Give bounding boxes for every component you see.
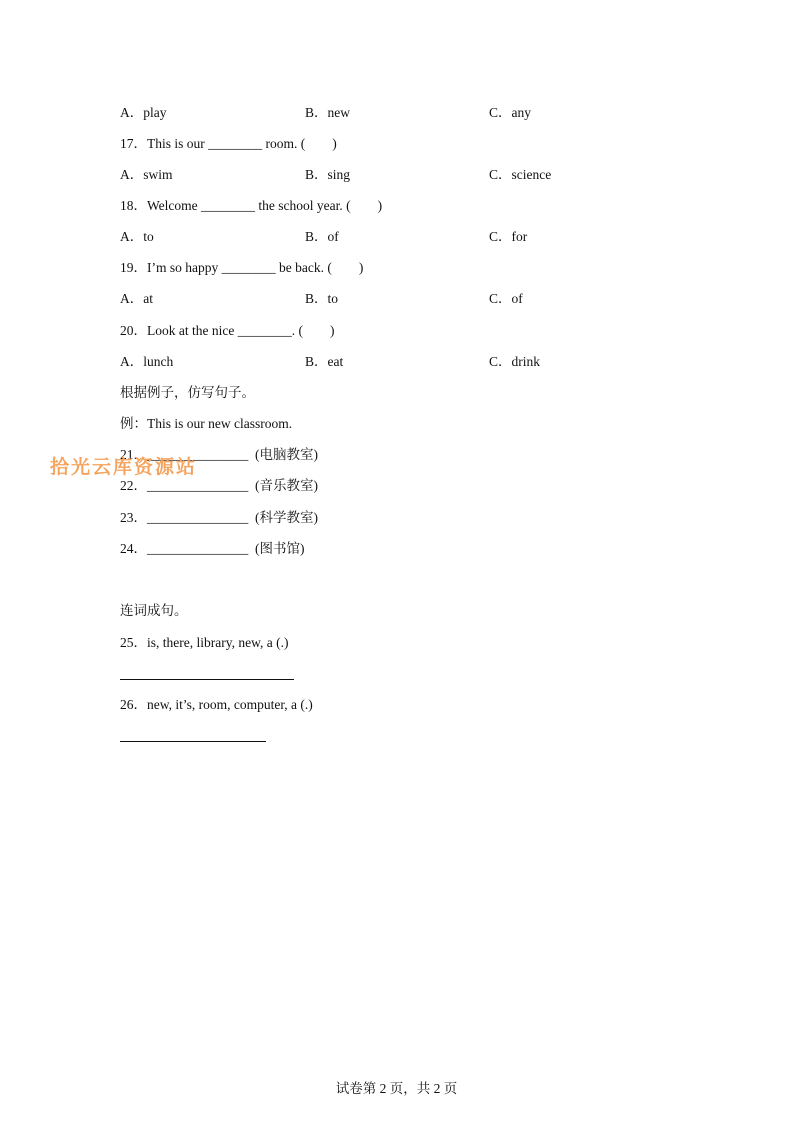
q19-option-a: A．at — [120, 291, 153, 306]
q19-option-b: B．to — [305, 291, 339, 306]
q16-option-c: C．any — [489, 105, 531, 120]
q25-stem: 25．is, there, library, new, a (.) — [120, 635, 289, 650]
q21-line: 21．_______________ (电脑教室) — [120, 447, 318, 462]
imitate-example: 例：This is our new classroom. — [120, 416, 293, 431]
q26-stem: 26．new, it’s, room, computer, a (.) — [120, 697, 313, 712]
q20-stem: 20．Look at the nice ________. ( ) — [120, 323, 335, 338]
q20-option-b: B．eat — [305, 354, 344, 369]
q18-option-c: C．for — [489, 229, 528, 244]
q17-option-c: C．science — [489, 167, 552, 182]
order-instruction: 连词成句。 — [120, 603, 188, 618]
q20-option-c: C．drink — [489, 354, 541, 369]
q22-line: 22．_______________ (音乐教室) — [120, 478, 318, 493]
imitate-instruction: 根据例子，仿写句子。 — [120, 385, 255, 400]
q17-option-b: B．sing — [305, 167, 351, 182]
q25-answer-line — [120, 679, 294, 680]
q17-option-a: A．swim — [120, 167, 173, 182]
q19-option-c: C．of — [489, 291, 523, 306]
q19-stem: 19．I’m so happy ________ be back. ( ) — [120, 260, 364, 275]
q18-option-a: A．to — [120, 229, 154, 244]
q17-stem: 17．This is our ________ room. ( ) — [120, 136, 337, 151]
q16-option-a: A．play — [120, 105, 167, 120]
q18-option-b: B．of — [305, 229, 339, 244]
q16-option-b: B．new — [305, 105, 350, 120]
q24-line: 24．_______________ (图书馆) — [120, 541, 305, 556]
watermark-text: 拾光云库资源站 — [50, 456, 198, 478]
q18-stem: 18．Welcome ________ the school year. ( ) — [120, 198, 383, 213]
q20-option-a: A．lunch — [120, 354, 174, 369]
page-footer: 试卷第 2 页，共 2 页 — [335, 1081, 458, 1096]
q23-line: 23．_______________ (科学教室) — [120, 510, 318, 525]
q26-answer-line — [120, 741, 266, 742]
